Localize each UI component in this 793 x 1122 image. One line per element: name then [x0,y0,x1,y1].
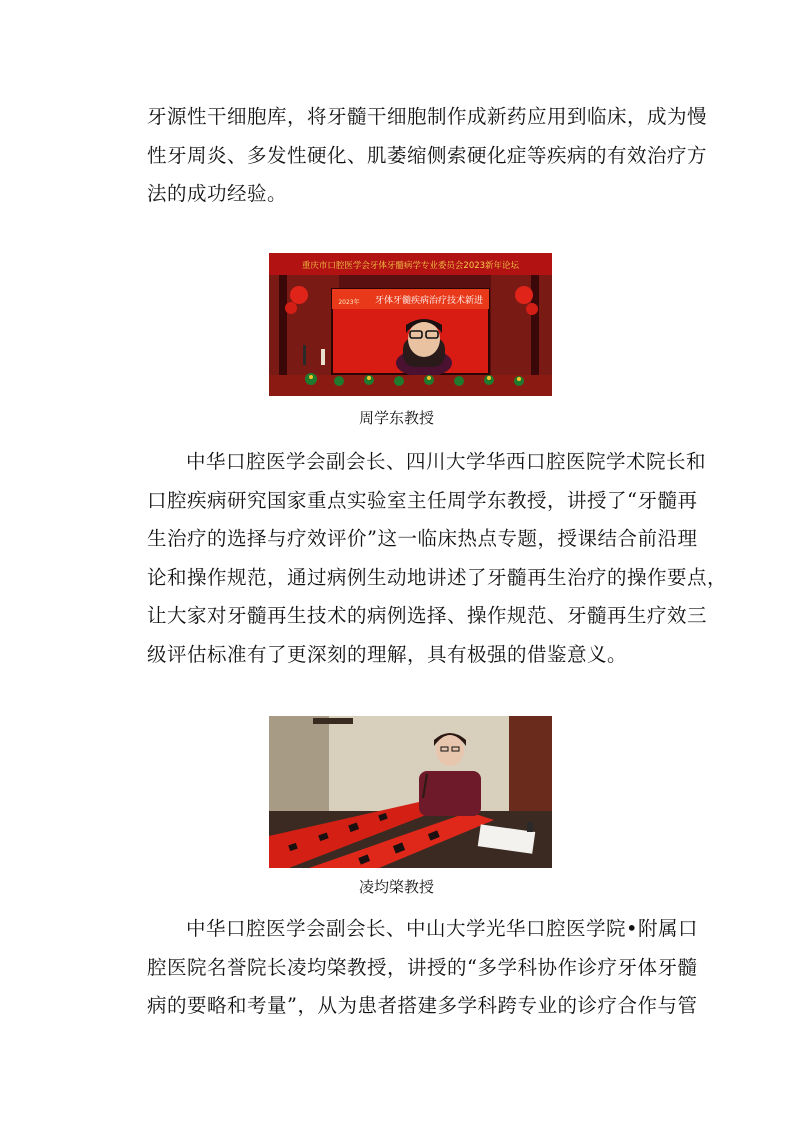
paragraph-continuation [147,98,708,214]
text-line: 口腔疾病研究国家重点实验室主任周学东教授，讲授了“牙髓再 [147,488,698,512]
figure-caption: 凌均棨教授 [358,878,434,896]
paragraph-ling [147,910,699,1026]
text-line: 牙源性干细胞库，将牙髓干细胞制作成新药应用到临床，成为慢 [147,105,708,128]
conference-photo [269,253,552,396]
text-line: 论和操作规范，通过病例生动地讲述了牙髓再生治疗的操作要点， [147,565,728,589]
banner-text: 重庆市口腔医学会牙体牙髓病学专业委员会2023新年论坛 [301,261,520,271]
text-line: 中华口腔医学会副会长、中山大学光华口腔医学院•附属口 [186,917,699,940]
screen-logo-text: 2023年 [338,299,360,306]
text-line: 让大家对牙髓再生技术的病例选择、操作规范、牙髓再生疗效三 [147,604,708,627]
paragraph-zhou [147,443,728,674]
text-line: 中华口腔医学会副会长、四川大学华西口腔医院学术院长和 [186,450,707,473]
figure-caption: 周学东教授 [358,409,434,427]
calligraphy-photo-illustration [269,716,552,868]
text-line: 病的要略和考量”，从为患者搭建多学科跨专业的诊疗合作与管 [147,994,698,1017]
text-line: 法的成功经验。 [147,182,288,205]
text-line: 性牙周炎、多发性硬化、肌萎缩侧索硬化症等疾病的有效治疗方 [147,143,708,167]
text-line: 级评估标准有了更深刻的理解，具有极强的借鉴意义。 [147,642,628,666]
text-line: 生治疗的选择与疗效评价”这一临床热点专题，授课结合前沿理 [147,527,698,550]
calligraphy-photo [269,716,552,868]
text-line: 腔医院名誉院长凌均棨教授，讲授的“多学科协作诊疗牙体牙髓 [147,955,698,979]
conference-photo-illustration [269,253,552,396]
screen-title: 牙体牙髓疾病治疗技术新进 [374,296,484,306]
